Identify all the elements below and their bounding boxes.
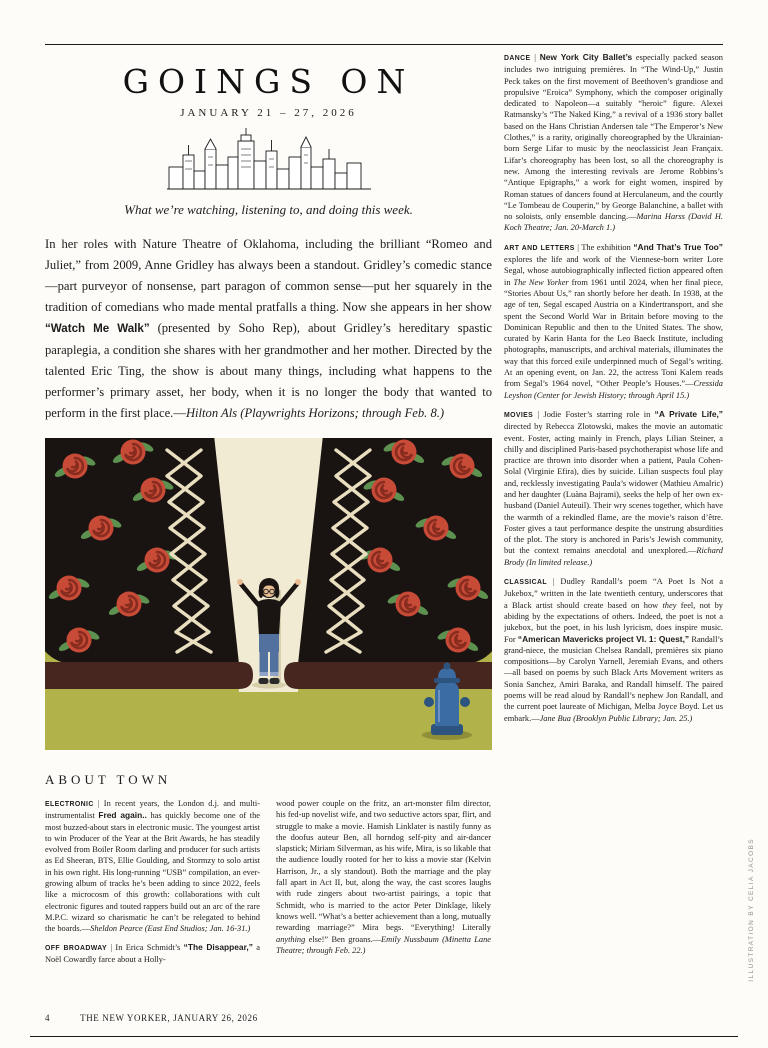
section-separator: |	[93, 799, 104, 808]
text-segment: “American Mavericks project VI. 1: Quest,”	[517, 633, 690, 644]
section-label: OFF BROADWAY	[45, 944, 107, 952]
about-town-column-1	[45, 798, 260, 1026]
skyline-svg	[165, 127, 373, 191]
about-town-heading: ABOUT TOWN	[45, 772, 172, 787]
text-segment: “The Disappear,”	[183, 941, 253, 952]
section-label: ELECTRONIC	[45, 801, 94, 808]
text-segment: In recent years, the London d.j. and multi-instrumentalist	[45, 799, 260, 821]
text-segment: has quickly become one of the most buzzed-about stars in electronic music. The youngest artist to win Producer of the Year at the Brit Awards, he has steadily evolved from Boiler Room darling and producer for such artists as Ed Sheeran, BTS, Ellie Goulding, and Stormzy to solo artist in his own right. His long-running “USB” compilation, an ever-growing album of tracks he’s been adding to since 2022, feels like a microcosm of this growth: collaborations with cult electronic figures and touted rappers build out an arc of the rare M.P.C. wizard so charismatic he can’t be relegated to behind the boards.—	[45, 811, 260, 934]
listings-column	[504, 52, 723, 1008]
section-separator: |	[546, 577, 561, 587]
text-segment: explores the life and work of the Viennese-born writer Lore Segal, whose autobiographically inflected fiction appeared often in	[504, 255, 723, 287]
text-segment: The exhibition	[581, 242, 634, 252]
page-number: 4	[45, 1013, 51, 1023]
masthead: GOINGS ON	[122, 62, 415, 101]
text-segment: wood power couple on the fritz, an art-monster film director, his fed-up novelist wife, and two seductive actors spar, flirt, and struggle to make a movie. Hamish Linklater is nastily funny as the doofus auteur Ben, all horndog self-pity and air-dancer slapstick; Miriam Silverman, as his wife, Mira, is so likable that the audience loudly rooted for her to kiss a movie star (Kelvin Harrison, Jr., a sly standout). Both the marriage and the play fall apart in Act II, but, along the way, the cast scores laughs with rude zingers about two-artist pairings, a topic that Schmidt, who is married to the actor Peter Dinklage, likely knows well. “What’s a better achievement than a long, mutually rewarding marriage?” Mira begs. “Everything! Literally	[276, 799, 491, 933]
text-segment: Marina Harss (David H. Koch Theatre; Jan. 20-March 1.)	[504, 212, 723, 233]
text-segment: In her roles with Nature Theatre of Oklahoma, including the brilliant “Romeo and Juliet,” from 2009, Anne Gridley has always been a standout. Gridley’s comedic stance—part purveyor of nonsense, part paragon of common sense—put her squarely in the tradition of comedians who made mental pratfalls a thing. Now she appears in her show	[45, 237, 492, 314]
text-segment: Sheldon Pearce (East End Studios; Jan. 16-31.)	[90, 924, 251, 934]
text-segment: Cressida Leyshon (Center for Jewish History; through April 15.)	[504, 379, 723, 400]
about-town-columns	[45, 798, 492, 1026]
text-segment: else!” Ben groans.—	[305, 934, 382, 944]
text-segment: anything	[276, 934, 306, 944]
bottom-rule	[30, 1036, 738, 1037]
text-segment: “And That’s True Too”	[633, 241, 723, 252]
text-segment: Jane Bua (Brooklyn Public Library; Jan. 25.)	[539, 713, 693, 723]
text-segment: (presented by Soho Rep), about Gridley’s hereditary spastic paraplegia, a condition she shares with her grandmother and her mother. Directed by the talented Eric Ting, the show is about many things, including what happens to the performer’s primary asset, her body, when it is no longer the body that wanted to perform in the first place.—	[45, 321, 492, 420]
section-separator: |	[106, 942, 116, 952]
text-segment: especially packed season includes two intriguing premières. In “The Wind-Up,” Justin Peck takes on the first movement of Beethoven’s grandiose and propulsive “Eroica” Symphony, which the composer originally dedicated to Napoleon—a suitably “heroic” figure. Alexei Ratmansky’s “The Naked King,” a revival of a 1936 story ballet based on the Hans Christian Andersen tale “The Emperor’s New Clothes,” is a rarity, originally choreographed by the Ukrainian-born Serge Lifar to music by the neoclassicist Jean Françaix. Lifar’s choreography has been lost, so all the choreography is new. Among the interesting revivals are Jerome Robbins’s “Antique Epigraphs,” a work for eight women, inspired by Roman statues of dancers found at Herculaneum, and the courtly “Le Tombeau de Couperin,” by George Balanchine, a ballet with no soloists, only ensemble dancing.—	[504, 53, 723, 222]
page-footer	[45, 1013, 258, 1023]
top-rule	[45, 44, 723, 45]
feature-illustration-svg	[45, 438, 492, 750]
text-segment: from 1961 until 2024, when her final piece, “Stories About Us,” ran shortly before her death. In 1938, at the age of ten, Segal escaped Austria on a Kindertransport, and she spent the Second World War in Britain before moving to the Dominican Republic and then to the United States. The show, curated by Karin Hanta for the Leo Baeck Institute, including photographs, manuscripts, and archival materials, illuminates the way that this forced exile underpinned much of Segal’s writing. At an opening event, on Jan. 22, the actress Toni Kalem reads from Segal’s 1964 novel, “Other People’s Houses.”—	[504, 277, 723, 389]
section-dance	[504, 52, 723, 234]
section-movies	[504, 409, 723, 568]
section-separator: |	[533, 409, 544, 419]
main-column	[45, 50, 492, 1026]
text-segment: Jodie Foster’s starring role in	[543, 409, 655, 419]
section-classical	[504, 576, 723, 724]
section-label: MOVIES	[504, 411, 534, 419]
lead-paragraph	[45, 234, 492, 424]
page-header	[45, 62, 492, 218]
section-separator: |	[574, 242, 582, 252]
section-paragraph	[45, 234, 492, 424]
text-segment: they	[662, 600, 677, 610]
text-segment: Hilton Als (Playwrights Horizons; through Feb. 8.)	[185, 406, 445, 420]
section-paragraph	[276, 798, 491, 956]
section-art-and-letters	[504, 242, 723, 401]
section-separator: |	[530, 53, 540, 62]
text-segment: Randall’s grand-niece, the musician Chelsea Randall, premières six piano compositions—by Carolyn Yarnell, Jeremiah Evans, and others—all based on poems by such Black Arts Movement writers as Sonia Sanchez, Amiri Baraka, and Randall himself. The paired poems will be read aloud by Randall’s nephew Jon Randall, and the current poet laureate of Michigan, Melba Joyce Boyd. Let us embark.—	[504, 634, 723, 723]
text-segment: The New Yorker	[513, 277, 569, 287]
section-label: CLASSICAL	[504, 579, 547, 587]
tagline: What we’re watching, listening to, and doing this week.	[124, 202, 413, 217]
text-segment: New York City Ballet’s	[539, 52, 633, 62]
text-segment: Dudley Randall’s poem “A Poet Is Not a Jukebox,” written in the late twentieth century, underscores that a Black artist should create based on how	[504, 577, 723, 610]
skyline-illustration	[45, 127, 492, 196]
illustration-credit: ILLUSTRATION BY CELIA JACOBS	[748, 838, 755, 982]
about-town-column-2	[276, 798, 491, 1026]
text-segment: Fred again..	[98, 810, 147, 821]
section-label: ART AND LETTERS	[504, 244, 575, 252]
text-segment: “Watch Me Walk”	[45, 323, 150, 335]
text-segment: Richard Brody (In limited release.)	[504, 546, 723, 567]
section-electronic	[45, 798, 260, 935]
feature-illustration	[45, 438, 492, 750]
folio-text: THE NEW YORKER, JANUARY 26, 2026	[80, 1013, 258, 1023]
section-off-broadway	[45, 942, 260, 966]
section-label: DANCE	[504, 55, 531, 62]
text-segment: Emily Nussbaum (Minetta Lane Theatre; through Feb. 22.)	[276, 934, 491, 955]
text-segment: a Noël Cowardly farce about a Holly-	[45, 942, 260, 964]
text-segment: feel, not by abiding by the expectations of others. Indeed, the poet is not a jukebox, but the poet, in his lush lyricism, does inspire music. For	[504, 600, 723, 644]
text-segment: directed by Rebecca Zlotowski, makes the movie an automatic event. Foster, acting mainly in French, plays Lilian Steiner, a chilly and disciplined Paris-based psychotherapist whose life and practice are thrown into disorder when a patient, Paula Cohen-Solal (Virginie Efira), dies by suicide. Lilian suspects foul play and, recklessly investigating Paula’s widower (Mathieu Amalric) and her daughter (Luàna Bajrami), seeks the help of her own ex-husband (Daniel Auteuil). Their wry scenes together, which have the warmth of a rekindled flame, are the movie’s raison d’être. Foster gives a taut performance despite the unstrung absurdities of the plot. The story is anchored in Paris’s Jewish community, but the context remains anecdotal and unexplored.—	[504, 422, 723, 556]
issue-date-range: JANUARY 21 – 27, 2026	[180, 107, 357, 119]
text-segment: “A Private Life,”	[654, 408, 723, 419]
text-segment: In Erica Schmidt’s	[115, 942, 184, 952]
